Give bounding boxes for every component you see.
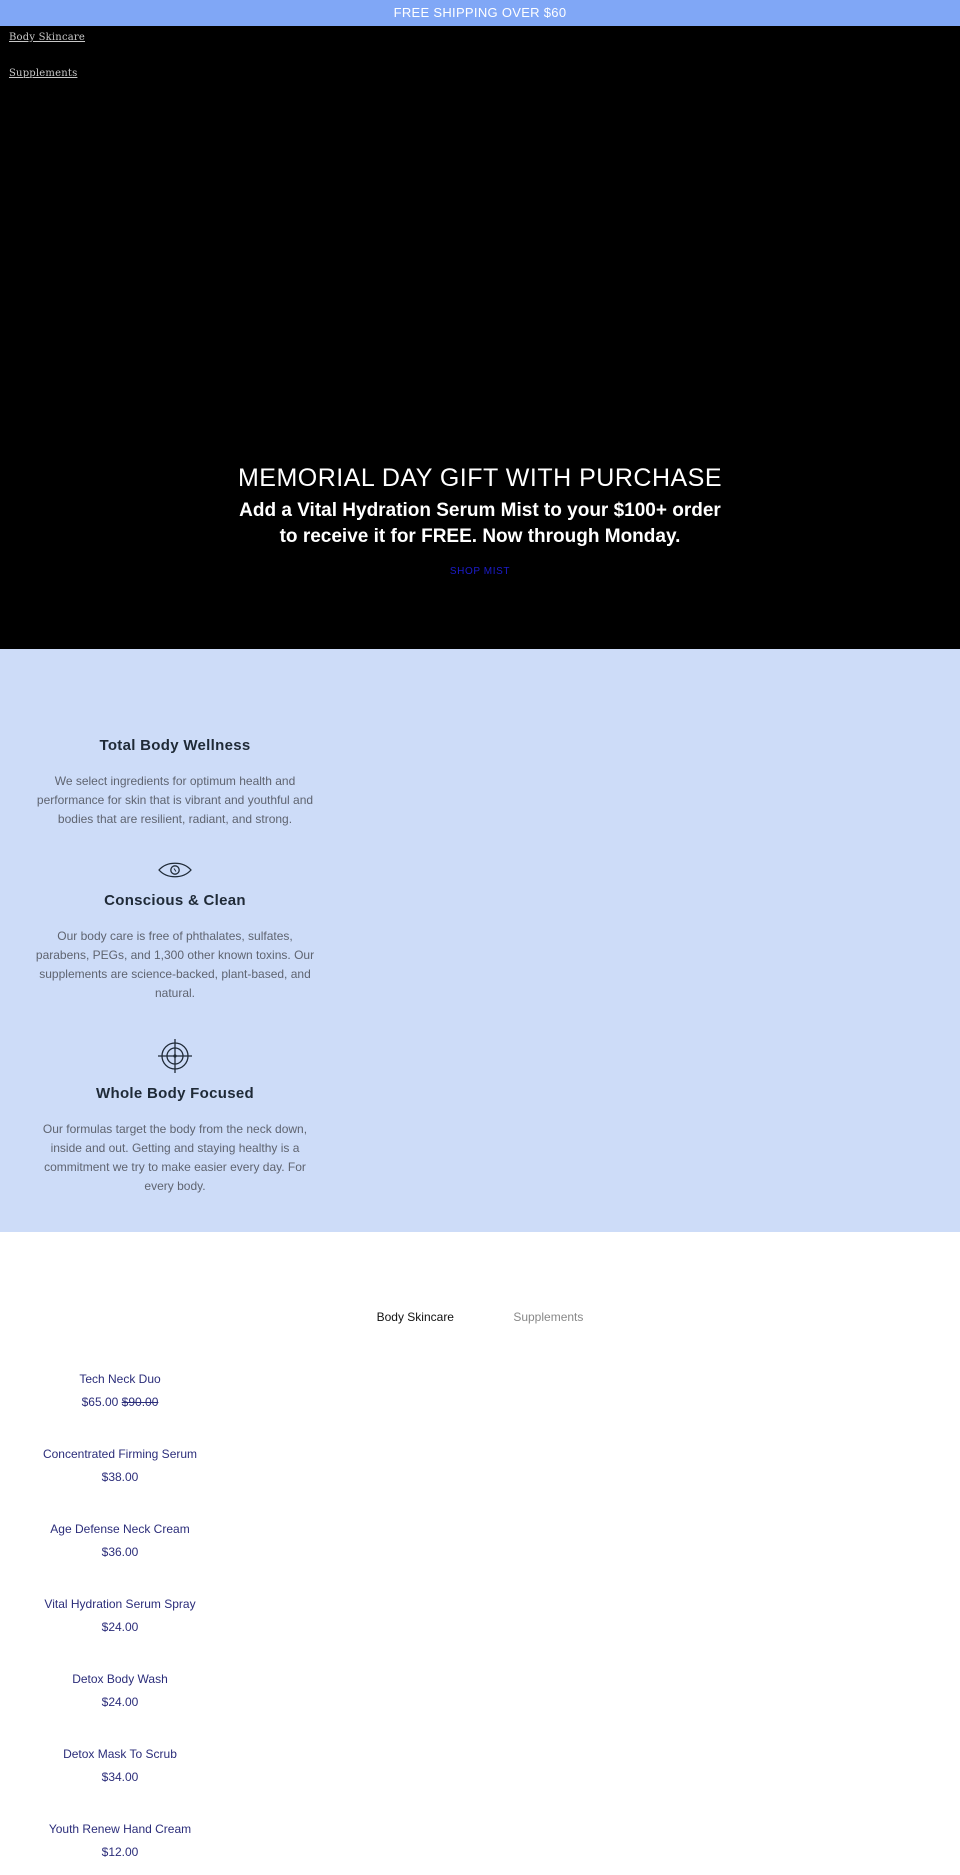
hero-subtitle: Add a Vital Hydration Serum Mist to your $100+ order to receive it for FREE. Now through Monday. [239, 500, 721, 547]
features-section [0, 649, 960, 1232]
product-card-detox-mask-to-scrub[interactable] [20, 1746, 220, 1785]
announcement-bar [0, 0, 960, 26]
hero-nav-supplements[interactable]: Supplements [9, 68, 78, 79]
tab-supplements[interactable]: Supplements [513, 1310, 584, 1324]
hero-title: MEMORIAL DAY GIFT WITH PURCHASE [237, 464, 723, 492]
eye-icon [157, 860, 193, 880]
product-card-youth-renew-hand-cream[interactable] [20, 1821, 220, 1860]
feature-text: We select ingredients for optimum health and performance for skin that is vibrant and youthful and bodies that are resilient, radiant, and strong. [36, 774, 314, 826]
product-price: $24.00 [101, 1695, 139, 1709]
product-price: $12.00 [101, 1845, 139, 1859]
feature-title: Conscious & Clean [104, 892, 246, 909]
product-name[interactable]: Age Defense Neck Cream [50, 1522, 190, 1536]
hero-banner [0, 26, 960, 649]
crosshair-icon [158, 1039, 192, 1073]
product-name[interactable]: Detox Body Wash [72, 1672, 168, 1686]
product-price: $38.00 [101, 1470, 139, 1484]
product-price [20, 1394, 220, 1410]
product-name[interactable]: Concentrated Firming Serum [42, 1447, 198, 1461]
sale-price: $65.00 [81, 1395, 119, 1409]
shop-mist-button[interactable]: SHOP MIST [449, 566, 511, 577]
product-name[interactable]: Youth Renew Hand Cream [48, 1822, 192, 1836]
feature-text: Our formulas target the body from the neck down, inside and out. Getting and staying healthy is a commitment we try to make easier every day. For every body. [42, 1122, 308, 1193]
product-name[interactable]: Detox Mask To Scrub [63, 1747, 177, 1761]
product-card-concentrated-firming-serum[interactable] [20, 1446, 220, 1485]
product-price: $36.00 [101, 1545, 139, 1559]
feature-text: Our body care is free of phthalates, sulfates, parabens, PEGs, and 1,300 other known toxins. Our supplements are science-backed, plant-based, and natural. [35, 929, 315, 1000]
product-card-detox-body-wash[interactable] [20, 1671, 220, 1710]
product-card-age-defense-neck-cream[interactable] [20, 1521, 220, 1560]
announcement-text: FREE SHIPPING OVER $60 [393, 5, 567, 20]
compare-price: $90.00 [121, 1395, 159, 1409]
product-name[interactable]: Tech Neck Duo [79, 1372, 161, 1386]
product-name[interactable]: Vital Hydration Serum Spray [44, 1597, 196, 1611]
product-card-vital-hydration-serum-spray[interactable] [20, 1596, 220, 1635]
product-price: $24.00 [101, 1620, 139, 1634]
product-card-tech-neck-duo[interactable] [20, 1371, 220, 1410]
feature-title: Whole Body Focused [96, 1085, 254, 1102]
feature-title: Total Body Wellness [99, 737, 251, 754]
feature-conscious-clean [35, 860, 315, 1003]
product-price: $34.00 [101, 1770, 139, 1784]
feature-whole-body-focused [35, 1039, 315, 1196]
feature-total-body-wellness [35, 737, 315, 829]
product-tabs [0, 1310, 960, 1324]
tab-body-skincare[interactable]: Body Skincare [376, 1310, 454, 1324]
hero-nav-body-skincare[interactable]: Body Skincare [9, 32, 86, 43]
